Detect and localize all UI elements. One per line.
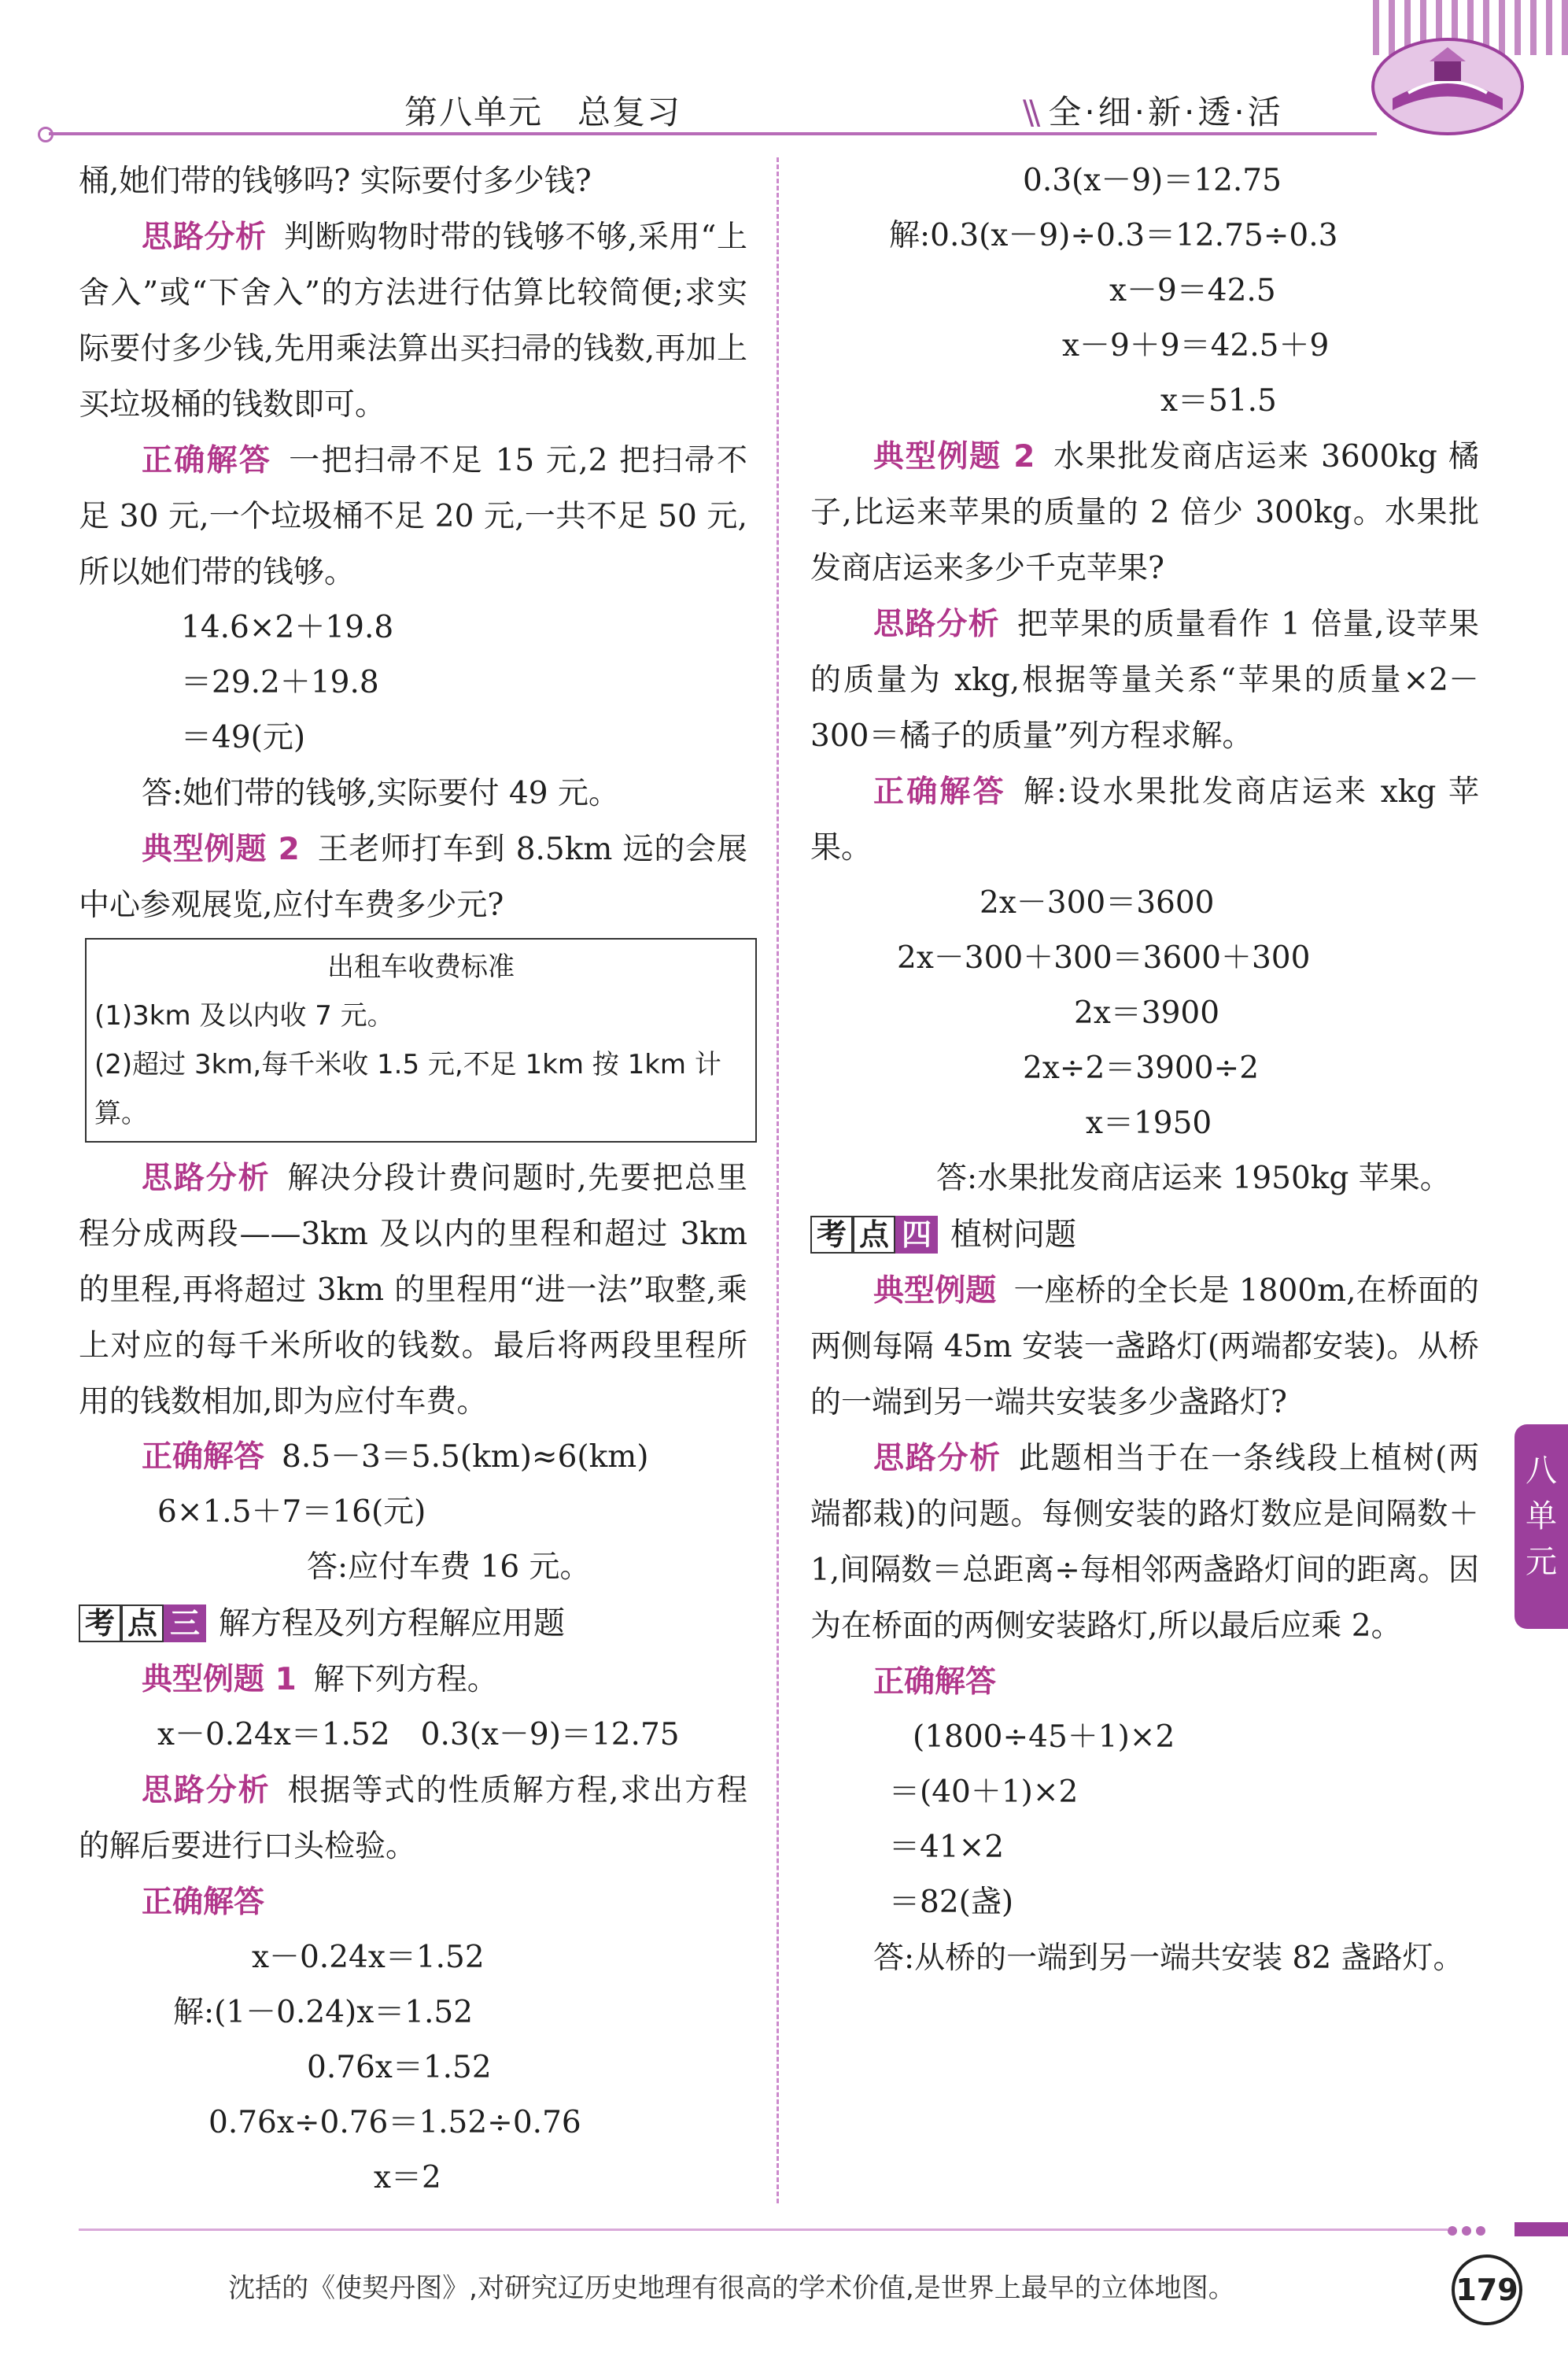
- example-block: [79, 822, 747, 933]
- knowledge-point-heading: [79, 1595, 747, 1652]
- math-line: 解:0.3(x－9)÷0.3＝12.75÷0.3: [889, 218, 1338, 253]
- footer-note: 沈括的《使契丹图》,对研究辽历史地理有很高的学术价值,是世界上最早的立体地图。: [228, 2273, 1235, 2304]
- taxi-fare-rule: (2)超过 3km,每千米收 1.5 元,不足 1km 按 1km 计算。: [94, 1049, 721, 1129]
- solution-block: [810, 764, 1479, 876]
- right-column: [810, 153, 1479, 1986]
- example-text: 解下列方程。: [313, 1662, 498, 1697]
- page-number: 179: [1452, 2254, 1522, 2325]
- analysis-block: [79, 1763, 747, 1874]
- keyword-label: 典型例题 1: [142, 1662, 297, 1697]
- footer-dots: [1448, 2224, 1490, 2239]
- kp-number: 三: [164, 1604, 206, 1642]
- math-line: ＝41×2: [889, 1830, 1005, 1865]
- solution-heading: [810, 1654, 1479, 1710]
- math-line: x＝2: [374, 2160, 441, 2195]
- kp-title: 植树问题: [950, 1217, 1077, 1253]
- keyword-label: 正确解答: [873, 774, 1006, 810]
- math-line: 2x－300＝3600: [980, 885, 1215, 921]
- math-line: x＝51.5: [1160, 383, 1277, 419]
- kp-number: 四: [895, 1216, 938, 1254]
- paragraph: 桶,她们带的钱够吗? 实际要付多少钱?: [79, 164, 592, 199]
- example-block: [810, 429, 1479, 596]
- taxi-fare-table: [85, 938, 757, 1143]
- math-line: 14.6×2＋19.8: [181, 610, 394, 645]
- analysis-text: 此题相当于在一条线段上植树(两端都栽)的问题。每侧安装的路灯数应是间隔数＋1,间隔数＝总距离÷每相邻两盏路灯间的距离。因为在桥面的两侧安装路灯,所以最后应乘 2。: [810, 1441, 1479, 1644]
- math-line: 0.3(x－9)＝12.75: [1023, 163, 1282, 198]
- side-tab-char: 八: [1526, 1453, 1557, 1489]
- answer-line: 答:应付车费 16 元。: [307, 1549, 591, 1585]
- math-line: ＝49(元): [181, 720, 306, 755]
- keyword-label: 思路分析: [142, 1773, 271, 1808]
- kp-label: 点: [121, 1604, 164, 1642]
- analysis-text: 解决分段计费问题时,先要把总里程分成两段——3km 及以内的里程和超过 3km 的里程,再将超过 3km 的里程用“进一法”取整,乘上对应的每千米所收的钱数。最后将两段里程所用的钱数相加,即为应付车费。: [79, 1161, 747, 1420]
- side-tab-char: 单: [1526, 1498, 1557, 1534]
- math-line: 解:(1－0.24)x＝1.52: [173, 1995, 474, 2030]
- keyword-label: 典型例题 2: [142, 832, 300, 867]
- keyword-label: 正确解答: [142, 1885, 265, 1920]
- knowledge-point-heading: [810, 1206, 1479, 1263]
- slogan: [1023, 87, 1284, 134]
- math-line: 8.5－3＝5.5(km)≈6(km): [282, 1439, 649, 1475]
- math-line: ＝82(盏): [889, 1885, 1014, 1920]
- slogan-slash-icon: \\: [1023, 93, 1036, 131]
- taxi-fare-rule: (1)3km 及以内收 7 元。: [94, 1000, 394, 1032]
- math-line: 2x－300＋300＝3600＋300: [897, 940, 1311, 976]
- analysis-block: [810, 596, 1479, 764]
- keyword-label: 思路分析: [142, 220, 267, 255]
- kp-title: 解方程及列方程解应用题: [219, 1605, 566, 1641]
- solution-heading: [79, 1874, 747, 1930]
- example-text: 王老师打车到 8.5km 远的会展中心参观展览,应付车费多少元?: [79, 832, 747, 923]
- math-line: 0.76x＝1.52: [307, 2050, 492, 2085]
- answer-line: 答:水果批发商店运来 1950kg 苹果。: [936, 1161, 1451, 1196]
- analysis-block: [810, 1431, 1479, 1654]
- footer-rule: [79, 2229, 1448, 2231]
- analysis-text: 根据等式的性质解方程,求出方程的解后要进行口头检验。: [79, 1773, 747, 1864]
- solution-text: 一把扫帚不足 15 元,2 把扫帚不足 30 元,一个垃圾桶不足 20 元,一共不足 50 元,所以她们带的钱够。: [79, 443, 747, 590]
- slogan-text: 全·细·新·透·活: [1048, 93, 1284, 131]
- solution-text: 解:设水果批发商店运来 xkg 苹果。: [810, 774, 1479, 866]
- math-line: 2x＝3900: [1074, 995, 1220, 1031]
- unit-title: 第八单元 总复习: [404, 93, 681, 131]
- math-line: x－0.24x＝1.52: [252, 1940, 485, 1975]
- column-divider: [777, 157, 779, 2203]
- example-block: [79, 1652, 747, 1708]
- keyword-label: 正确解答: [142, 443, 272, 478]
- solution-block: [79, 1430, 747, 1485]
- book-logo-icon: [1365, 24, 1530, 142]
- kp-label: 考: [79, 1604, 121, 1642]
- math-line: 6×1.5＋7＝16(元): [157, 1494, 426, 1530]
- kp-label: 点: [853, 1216, 895, 1254]
- math-line: (1800÷45＋1)×2: [913, 1719, 1175, 1755]
- taxi-fare-title: 出租车收费标准: [327, 951, 515, 983]
- footer-bar: [1515, 2222, 1568, 2236]
- example-text: 一座桥的全长是 1800m,在桥面的两侧每隔 45m 安装一盏路灯(两端都安装)。从桥的一端到另一端共安装多少盏路灯?: [810, 1273, 1479, 1420]
- example-block: [810, 1263, 1479, 1431]
- example-text: 水果批发商店运来 3600kg 橘子,比运来苹果的质量的 2 倍少 300kg。水果批发商店运来多少千克苹果?: [810, 439, 1479, 586]
- math-line: x＝1950: [1086, 1106, 1212, 1141]
- keyword-label: 典型例题: [873, 1273, 997, 1309]
- math-line: ＝29.2＋19.8: [181, 665, 379, 700]
- kp-label: 考: [810, 1216, 853, 1254]
- analysis-text: 把苹果的质量看作 1 倍量,设苹果的质量为 xkg,根据等量关系“苹果的质量×2－300＝橘子的质量”列方程求解。: [810, 607, 1479, 754]
- solution-block: [79, 433, 747, 600]
- math-line: 2x÷2＝3900÷2: [1023, 1051, 1260, 1086]
- math-line: 0.76x÷0.76＝1.52÷0.76: [208, 2105, 581, 2140]
- math-line: x－0.24x＝1.52 0.3(x－9)＝12.75: [157, 1717, 680, 1752]
- side-tab-char: 元: [1526, 1544, 1557, 1580]
- unit-side-tab: [1515, 1424, 1568, 1629]
- answer-line: 答:从桥的一端到另一端共安装 82 盏路灯。: [873, 1940, 1464, 1976]
- keyword-label: 思路分析: [873, 1441, 1002, 1476]
- keyword-label: 典型例题 2: [873, 439, 1035, 475]
- keyword-label: 正确解答: [142, 1439, 265, 1475]
- left-column: [79, 153, 747, 2206]
- math-line: x－9＋9＝42.5＋9: [1062, 328, 1330, 364]
- analysis-block: [79, 1150, 747, 1430]
- math-line: ＝(40＋1)×2: [889, 1774, 1079, 1810]
- keyword-label: 正确解答: [873, 1664, 997, 1700]
- analysis-text: 判断购物时带的钱够不够,采用“上舍入”或“下舍入”的方法进行估算比较简便;求实际要付多少钱,先用乘法算出买扫帚的钱数,再加上买垃圾桶的钱数即可。: [79, 220, 747, 423]
- math-line: x－9＝42.5: [1109, 273, 1276, 308]
- keyword-label: 思路分析: [873, 607, 1000, 642]
- answer-line: 答:她们带的钱够,实际要付 49 元。: [142, 776, 619, 811]
- analysis-block: [79, 209, 747, 433]
- keyword-label: 思路分析: [142, 1161, 271, 1196]
